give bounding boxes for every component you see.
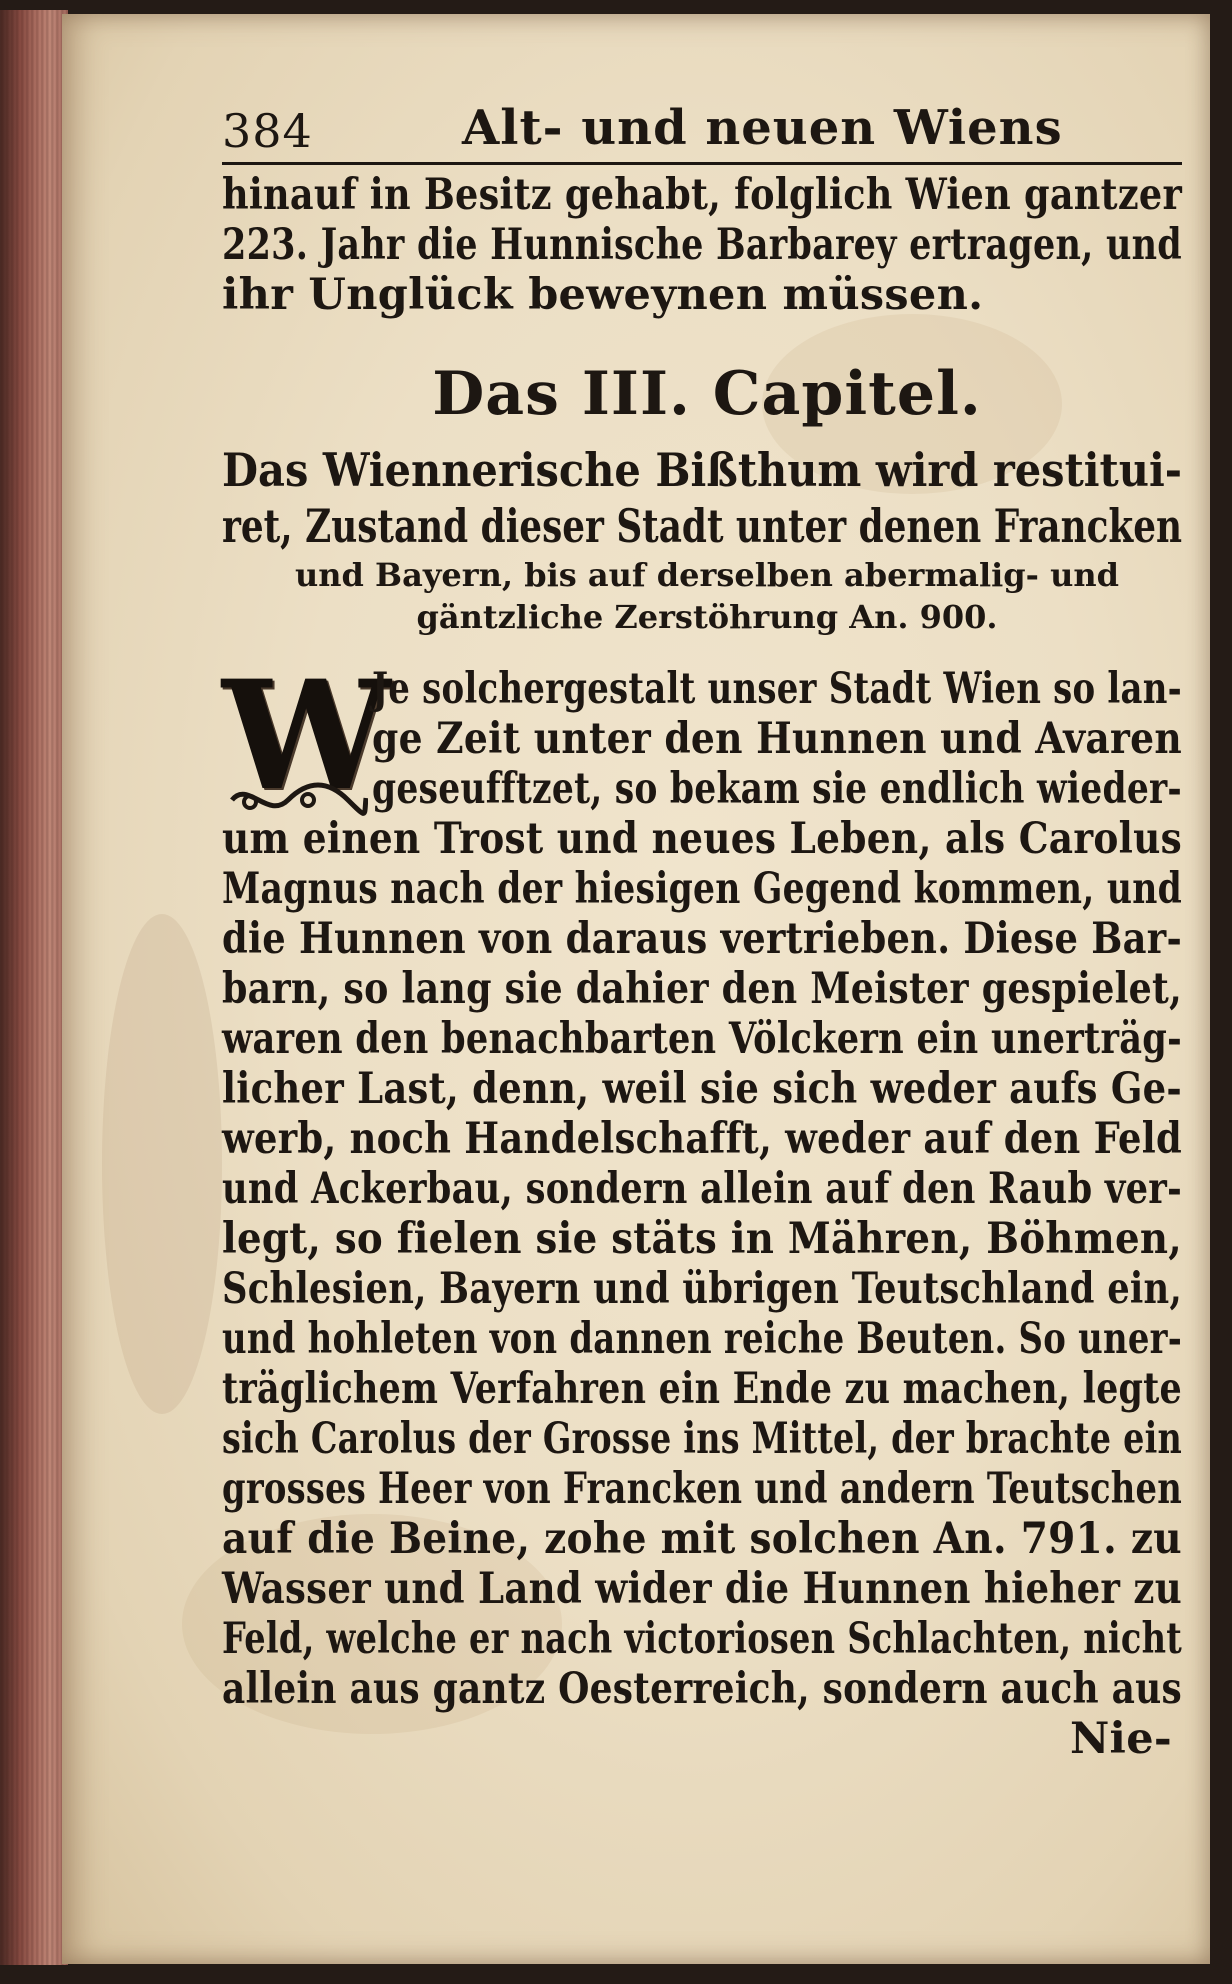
text-line: waren den benachbarten Völckern ein unerträg- [222,1014,1182,1064]
text-line: Wasser und Land wider die Hunnen hieher zu [222,1564,1182,1614]
opening-paragraph [222,170,1192,320]
text-line: barn, so lang sie dahier den Meister gespielet, [222,964,1182,1014]
summary-line: gäntzliche Zerstöhrung An. 900. [416,598,998,636]
text-line: Je solchergestalt unser Stadt Wien so lan- [372,664,1182,714]
text-line: auf die Beine, zohe mit solchen An. 791. zu [222,1514,1182,1564]
text-line: grosses Heer von Francken und andern Teutschen [222,1464,1182,1514]
text-line: ge Zeit unter den Hunnen und Avaren [372,714,1182,764]
text-line: werb, noch Handelschafft, weder auf den Feld [222,1114,1182,1164]
text-line: ihr Unglück beweynen müssen. [222,270,984,320]
paper-stain [102,914,222,1414]
text-line: sich Carolus der Grosse ins Mittel, der brachte ein [222,1414,1182,1464]
text-line: die Hunnen von daraus vertrieben. Diese Bar- [222,914,1182,964]
catchword: Nie- [1069,1714,1172,1764]
chapter-title: Das III. Capitel. [432,359,982,429]
page-text [222,100,1192,1764]
body-paragraph [222,648,1192,1764]
book-fore-edge [0,10,68,1965]
text-line: geseufftzet, so bekam sie endlich wieder- [372,764,1182,814]
text-line: um einen Trost und neues Leben, als Carolus [222,814,1182,864]
running-head: Alt- und neuen Wiens [462,100,1063,156]
text-line: licher Last, denn, weil sie sich weder aufs Ge- [222,1064,1182,1114]
drop-cap-initial: W [222,648,391,824]
text-line: legt, so fielen sie stäts in Mähren, Böhmen, [222,1214,1182,1264]
page-header [222,100,1192,170]
text-line: Schlesien, Bayern und übrigen Teutschland ein, [222,1264,1182,1314]
text-line: Magnus nach der hiesigen Gegend kommen, und [222,864,1182,914]
summary-line: und Bayern, bis auf derselben abermalig- und [295,556,1119,594]
header-rule [222,162,1182,165]
text-line: Feld, welche er nach victoriosen Schlachten, nicht [222,1614,1182,1664]
text-line: allein aus gantz Oesterreich, sondern auch aus [222,1664,1182,1714]
chapter-summary [222,442,1192,638]
page-number: 384 [222,104,313,158]
text-line: träglichem Verfahren ein Ende zu machen, legte [222,1364,1182,1414]
summary-line: ret, Zustand dieser Stadt unter denen Francken [222,499,1182,553]
text-line: hinauf in Besitz gehabt, folglich Wien gantzer [222,170,1182,220]
summary-line: Das Wiennerische Bißthum wird restitui- [222,443,1182,497]
text-line: und Ackerbau, sondern allein auf den Raub ver- [222,1164,1182,1214]
text-line: und hohleten von dannen reiche Beuten. So uner- [222,1314,1182,1364]
text-line: 223. Jahr die Hunnische Barbarey ertragen, und [222,220,1182,270]
